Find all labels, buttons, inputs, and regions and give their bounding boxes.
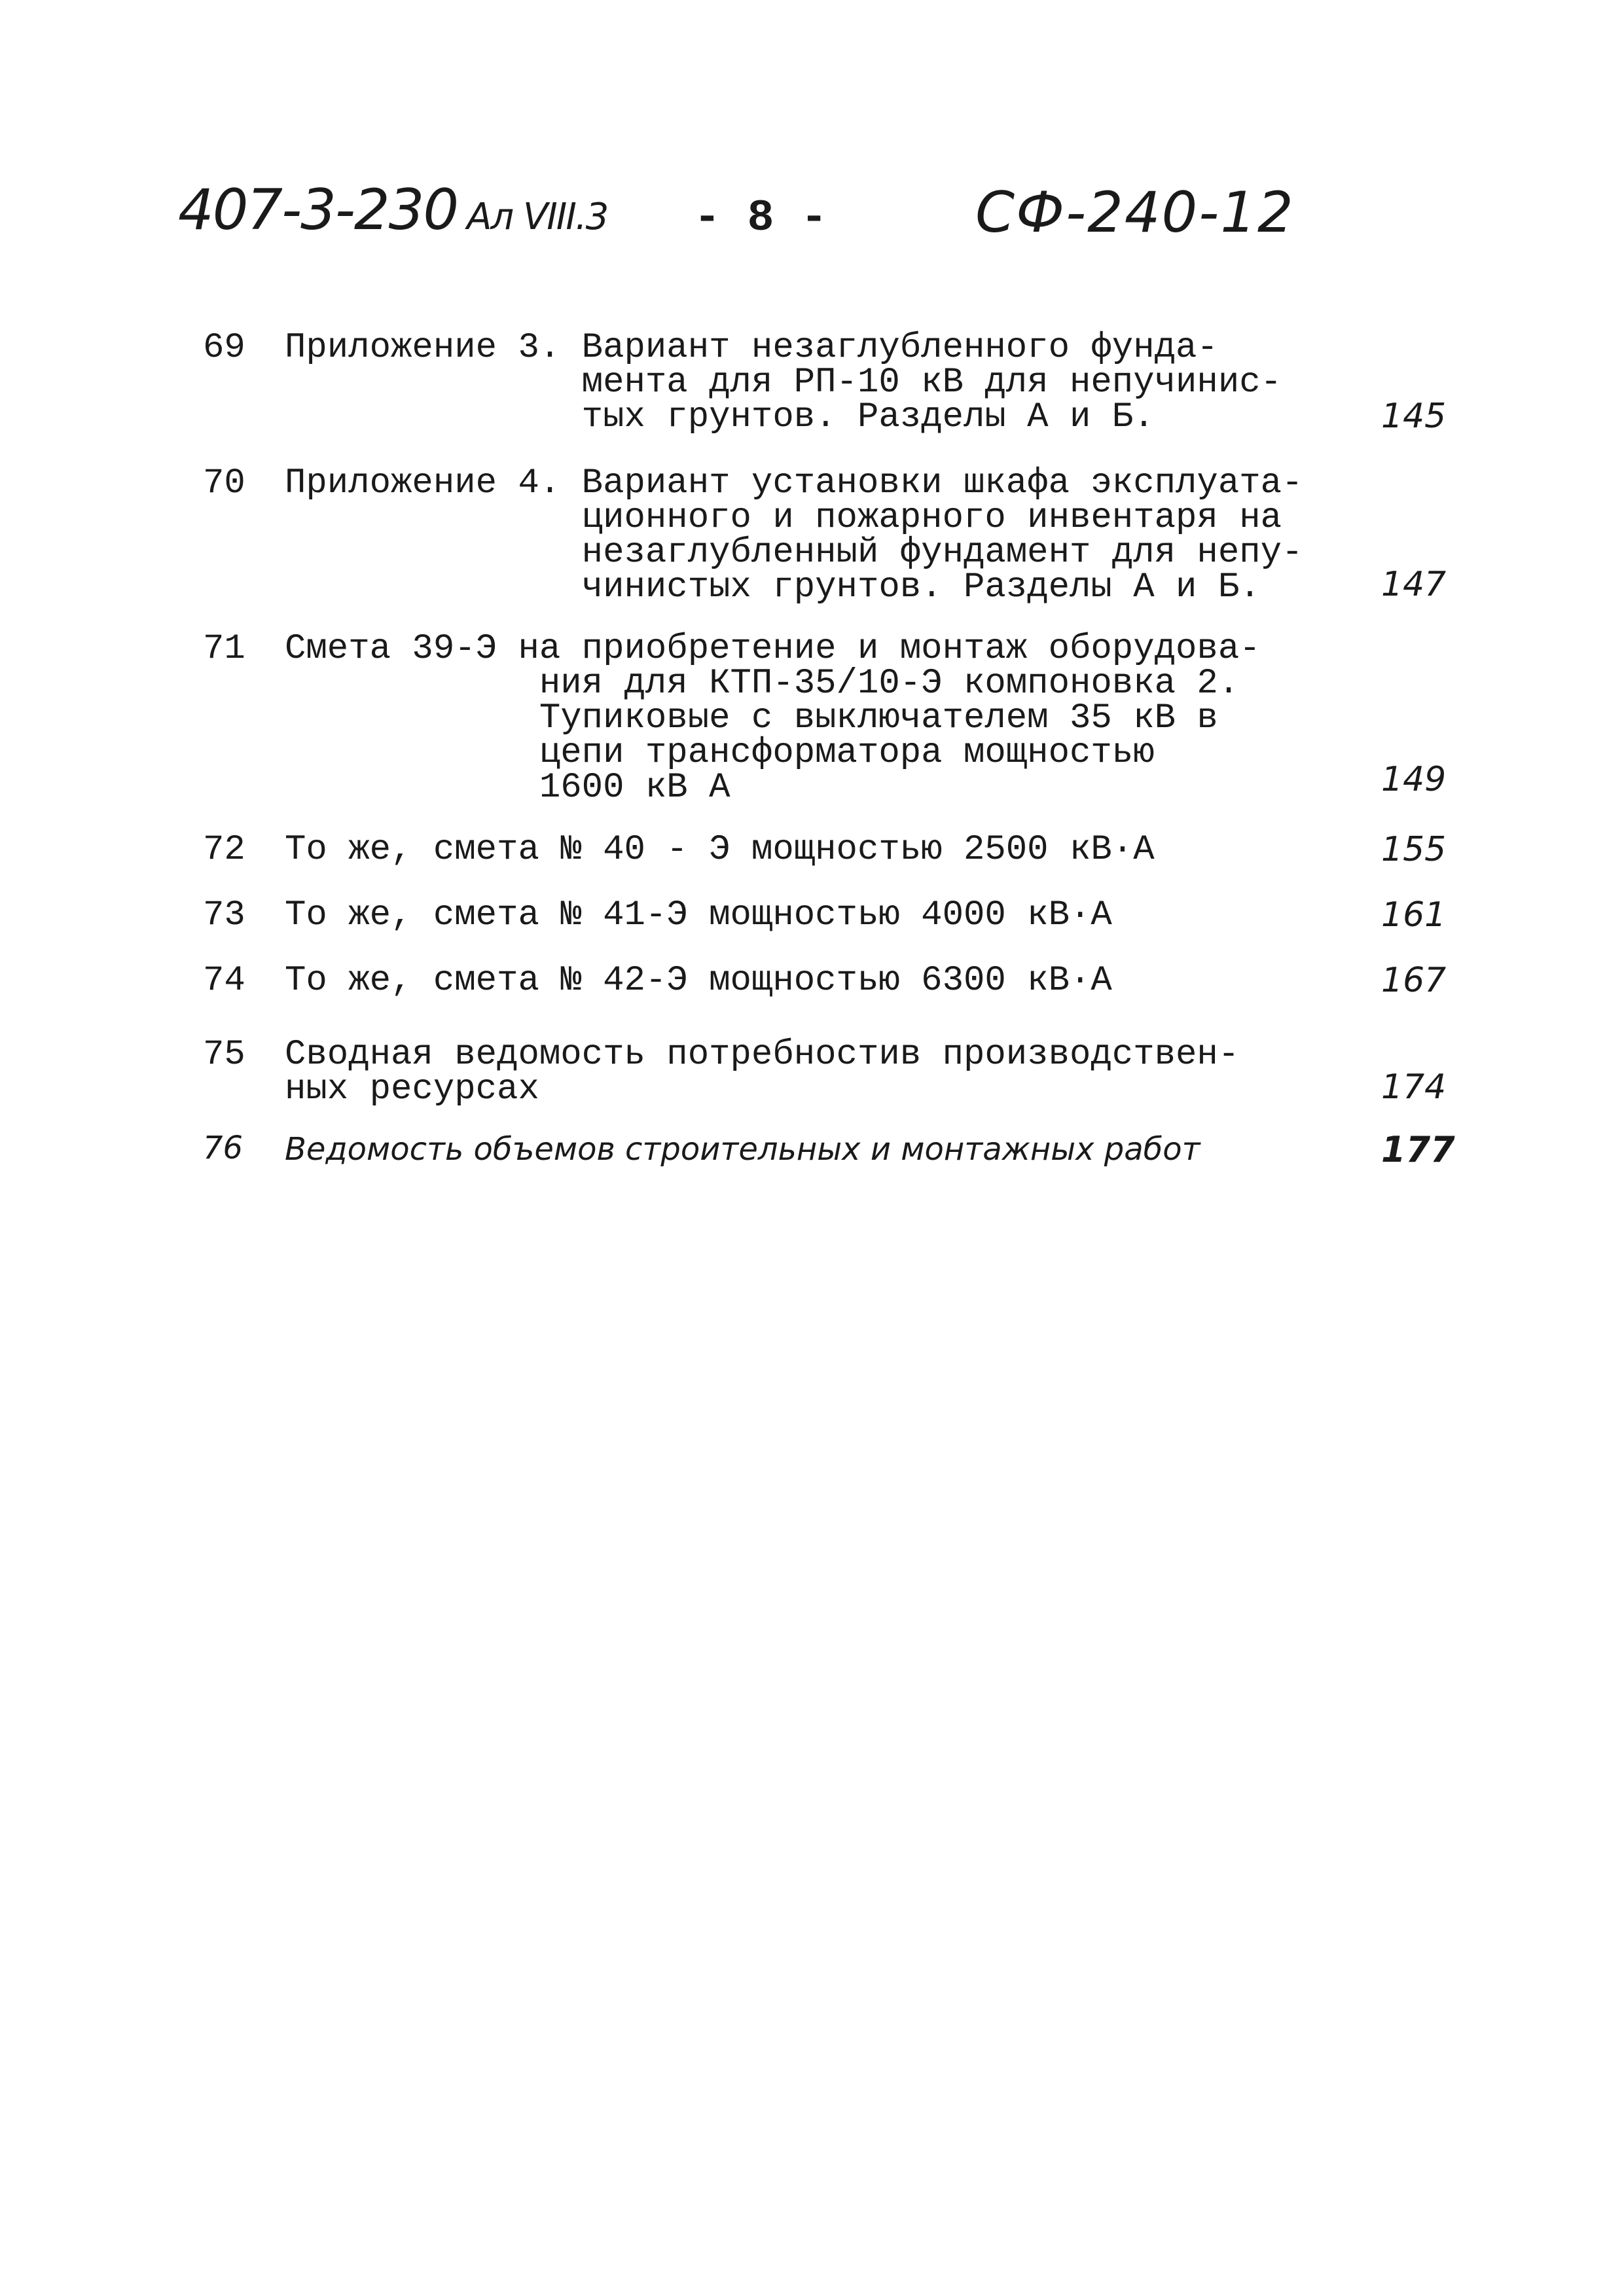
entry-title: То же, смета № 40 - Э мощностью 2500 кВ·А bbox=[285, 830, 1155, 870]
designation-code: 407-3-230 bbox=[178, 177, 458, 243]
entry-number: 70 bbox=[203, 463, 245, 503]
entry-number: 74 bbox=[203, 961, 245, 1001]
entry-title: То же, смета № 42-Э мощностью 6300 кВ·А bbox=[285, 961, 1112, 1001]
entry-number: 71 bbox=[203, 629, 245, 669]
document-code-left bbox=[178, 177, 608, 243]
album-number: Ал VIII.3 bbox=[467, 196, 608, 238]
entry-number: 76 bbox=[203, 1130, 244, 1166]
entry-page: 174 bbox=[1381, 1067, 1447, 1107]
entry-page: 147 bbox=[1381, 565, 1447, 604]
entry-page: 145 bbox=[1381, 397, 1447, 436]
entry-page: 167 bbox=[1381, 961, 1447, 1000]
document-code-right: СФ-240-12 bbox=[975, 180, 1295, 245]
entry-page: 177 bbox=[1381, 1129, 1455, 1170]
entry-title: То же, смета № 41-Э мощностью 4000 кВ·А bbox=[285, 895, 1112, 935]
entry-title: Ведомость объемов строительных и монтажных работ bbox=[285, 1131, 1200, 1168]
entry-number: 72 bbox=[203, 830, 245, 870]
entry-page: 149 bbox=[1381, 760, 1447, 799]
entry-title: Смета 39-Э на приобретение и монтаж оборудова- ния для КТП-35/10-Э компоновка 2. Тупиковые с выключателем 35 кВ в цепи трансформатора мощностью 1600 кВ А bbox=[285, 629, 1261, 808]
page-number: - 8 - bbox=[694, 193, 828, 243]
entry-title: Приложение 4. Вариант установки шкафа эксплуата- ционного и пожарного инвентаря на незаглубленный фундамент для непу- чинистых грунтов. Разделы А и Б. bbox=[285, 463, 1303, 607]
entry-page: 161 bbox=[1381, 895, 1447, 935]
entry-number: 69 bbox=[203, 328, 245, 368]
entry-title: Приложение 3. Вариант незаглубленного фунда- мента для РП-10 кВ для непучинис- тых грунтов. Разделы А и Б. bbox=[285, 328, 1282, 437]
entry-number: 73 bbox=[203, 895, 245, 935]
entry-number: 75 bbox=[203, 1035, 245, 1075]
entry-page: 155 bbox=[1381, 830, 1447, 869]
entry-title: Сводная ведомость потребностив производствен- ных ресурсах bbox=[285, 1035, 1240, 1109]
